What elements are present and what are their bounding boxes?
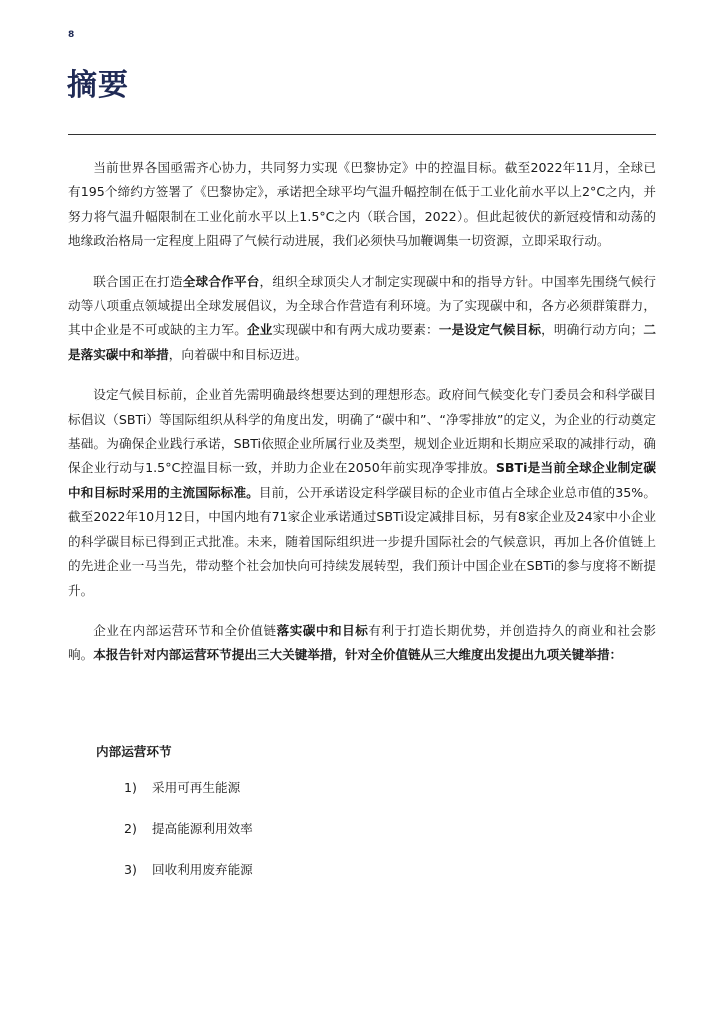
list-item [124, 776, 253, 800]
paragraph-key-measures [68, 619, 656, 668]
summary-body [68, 156, 656, 684]
paragraph-global-cooperation [68, 270, 656, 368]
body-text: 联合国正在打造 [93, 273, 183, 289]
emphasis-text: 一是设定气候目标 [438, 322, 542, 338]
paragraph-climate-targets [68, 383, 656, 603]
measures-list [124, 776, 253, 899]
list-item-label: 回收利用废弃能源 [152, 862, 253, 877]
emphasis-text: 本报告针对内部运营环节提出三大关键举措，针对全价值链从三大维度出发提出九项关键举措： [93, 647, 623, 663]
emphasis-text: SBTi是当前全球企业制定碳中和目标时采用的主流国际标准。 [68, 460, 656, 500]
list-item [124, 858, 253, 882]
page-title: 摘要 [67, 68, 129, 103]
body-text: 有利于打造长期优势，并创造持久的商业和社会影响。 [68, 622, 657, 663]
list-item-number: 3) [124, 862, 137, 877]
body-text: 当前世界各国亟需齐心协力，共同努力实现《巴黎协定》中的控温目标。截至2022年11月，全球已有195个缔约方签署了《巴黎协定》，承诺把全球平均气温升幅控制在低于工业化前水平以上2°C之内，并努力将气温升幅限制在工业化前水平以上1.5°C之内（联合国，2022）。但此起彼伏的新冠疫情和动荡的地缘政治格局一定程度上阻碍了气候行动进展，我们必须快马加鞭调集一切资源，立即采取行动。 [68, 160, 656, 249]
body-text: ，向着碳中和目标迈进。 [168, 346, 308, 362]
body-text: ，明确行动方向； [541, 322, 644, 338]
list-item-number: 2) [124, 821, 137, 836]
list-item [124, 817, 253, 841]
section-heading-internal-operations: 内部运营环节 [96, 744, 172, 759]
emphasis-text: 企业 [247, 322, 273, 338]
page-number: 8 [68, 30, 75, 40]
emphasis-text: 落实碳中和目标 [276, 622, 369, 638]
paragraph-intro [68, 156, 656, 254]
list-item-number: 1) [124, 780, 137, 795]
list-item-label: 提高能源利用效率 [152, 821, 253, 836]
body-text: 设定气候目标前，企业首先需明确最终想要达到的理想形态。政府间气候变化专门委员会和科学碳目标倡议（SBTi）等国际组织从科学的角度出发，明确了“碳中和”、“净零排放”的定义，为企业的行动奠定基础。为确保企业践行承诺，SBTi依照企业所属行业及类型，规划企业近期和长期应采取的减排行动，确保企业行动与1.5°C控温目标一致，并助力企业在2050年前实现净零排放。 [68, 387, 656, 476]
title-divider [68, 134, 656, 135]
body-text: 实现碳中和有两大成功要素： [272, 322, 439, 338]
emphasis-text: 全球合作平台 [182, 273, 260, 289]
body-text: ，组织全球顶尖人才制定实现碳中和的指导方针。中国率先围绕气候行动等八项重点领域提出全球发展倡议，为全球合作营造有利环境。为了实现碳中和，各方必须群策群力，其中企业是不可或缺的主力军。 [68, 273, 657, 338]
list-item-label: 采用可再生能源 [152, 780, 241, 795]
emphasis-text: 二是落实碳中和举措 [68, 322, 657, 362]
body-text: 企业在内部运营环节和全价值链 [93, 622, 277, 638]
body-text: 目前，公开承诺设定科学碳目标的企业市值占全球企业总市值的35%。截至2022年10月12日，中国内地有71家企业承诺通过SBTi设定减排目标，另有8家企业及24家中小企业的科学碳目标已得到正式批准。未来，随着国际组织进一步提升国际社会的气候意识，再加上各价值链上的先进企业一马当先，带动整个社会加快向可持续发展转型，我们预计中国企业在SBTi的参与度将不断提升。 [68, 484, 657, 598]
